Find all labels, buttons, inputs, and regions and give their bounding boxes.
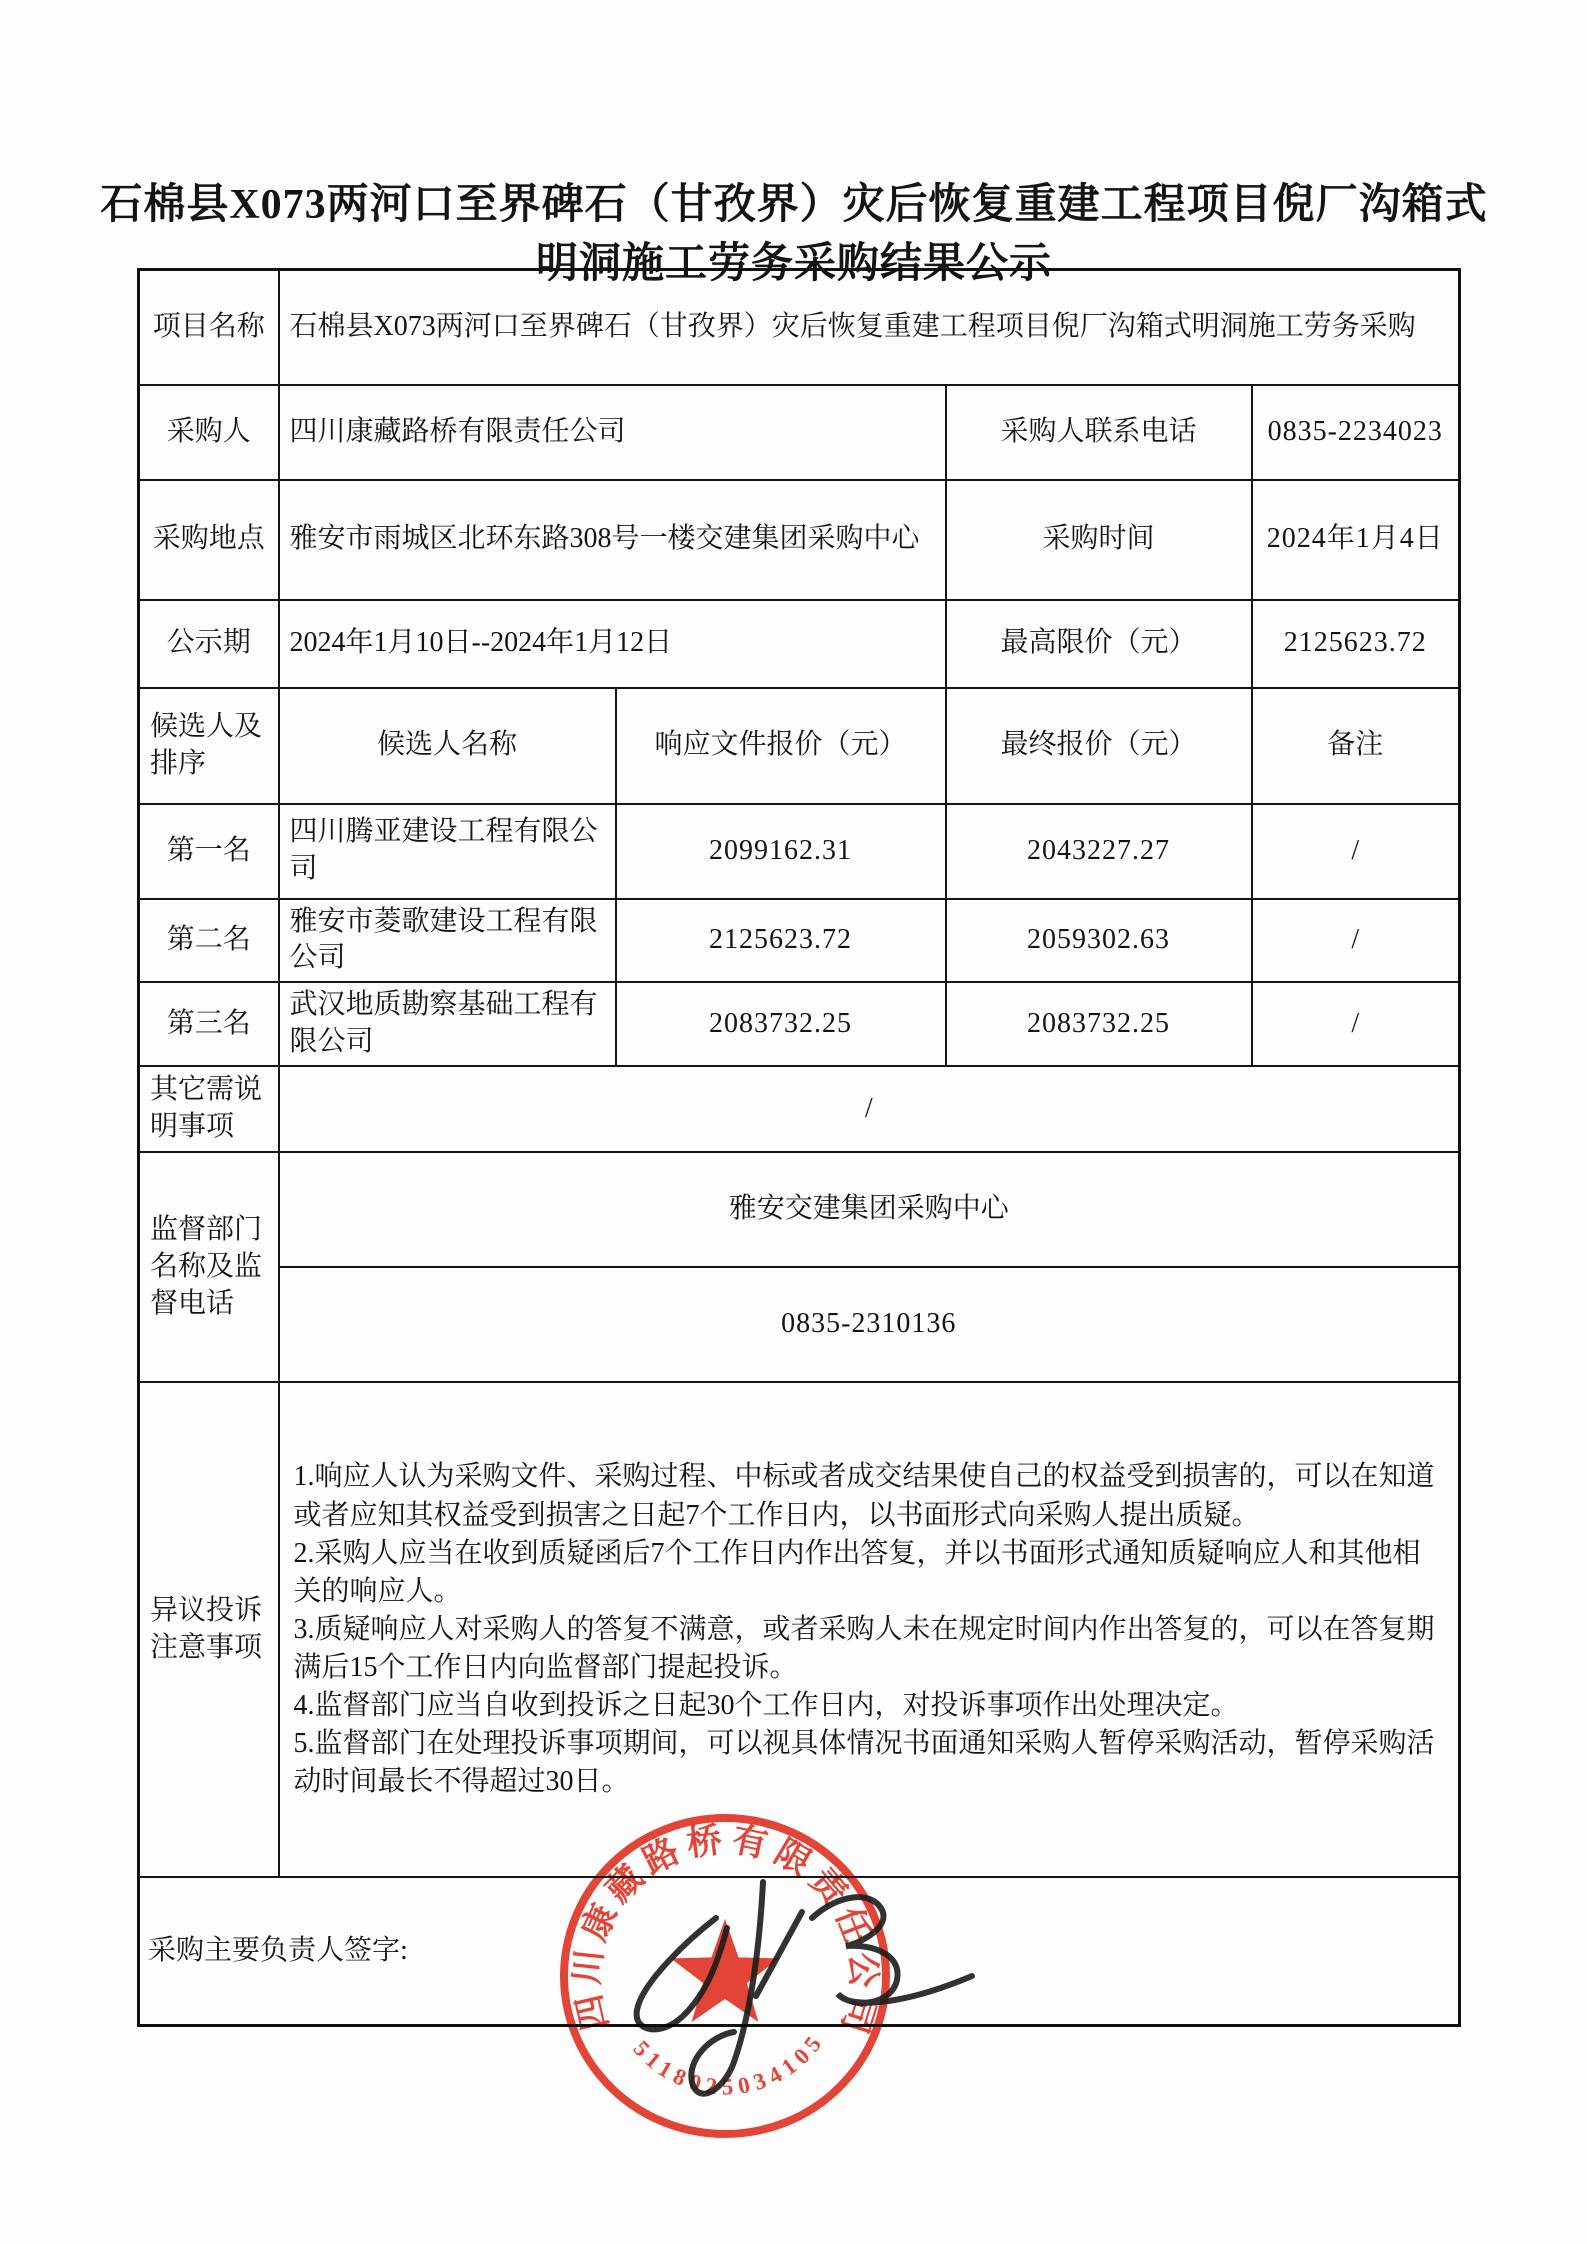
row-other-notes [139,1066,1460,1152]
row-supervision-dept [139,1152,1460,1267]
row-objection-notes [139,1382,1460,1877]
location-value: 雅安市雨城区北环东路308号一楼交建集团采购中心 [279,480,946,600]
candidate-1-doc-price: 2099162.31 [616,804,946,899]
candidate-1-final-price: 2043227.27 [946,804,1252,899]
candidate-3-name: 武汉地质勘察基础工程有限公司 [279,982,616,1066]
col-header-doc-price: 响应文件报价（元） [616,688,946,804]
col-header-remark: 备注 [1252,688,1460,804]
candidate-3-final-price: 2083732.25 [946,982,1252,1066]
project-name-value: 石棉县X073两河口至界碑石（甘孜界）灾后恢复重建工程项目倪厂沟箱式明洞施工劳务采购 [279,270,1460,385]
signature-line-label: 采购主要负责人签字: [139,1877,1460,2025]
rank-1: 第一名 [139,804,279,899]
document-title: 石棉县X073两河口至界碑石（甘孜界）灾后恢复重建工程项目倪厂沟箱式明洞施工劳务采购结果公示 [100,182,1488,287]
col-header-final-price: 最终报价（元） [946,688,1252,804]
row-publicity-period [139,600,1460,688]
candidate-row-3 [139,982,1460,1066]
candidate-1-name: 四川腾亚建设工程有限公司 [279,804,616,899]
candidates-section-label: 候选人及排序 [139,688,279,804]
rank-2: 第二名 [139,899,279,983]
supervision-phone-value: 0835-2310136 [279,1267,1460,1382]
candidate-2-doc-price: 2125623.72 [616,899,946,983]
seal-number-text: 5118025034105 [628,2027,830,2100]
supervision-label: 监督部门名称及监督电话 [139,1152,279,1382]
purchaser-phone-value: 0835-2234023 [1252,385,1460,480]
supervision-dept-value: 雅安交建集团采购中心 [279,1152,1460,1267]
row-purchaser [139,385,1460,480]
seal-company-text: 四川康藏路桥有限责任公司 [567,1819,884,2045]
project-name-label: 项目名称 [139,270,279,385]
objection-items [279,1382,1460,1877]
other-notes-value: / [279,1066,1460,1152]
publicity-value: 2024年1月10日--2024年1月12日 [279,600,946,688]
candidate-3-doc-price: 2083732.25 [616,982,946,1066]
time-label: 采购时间 [946,480,1252,600]
objection-item-5: 5.监督部门在处理投诉事项期间，可以视具体情况书面通知采购人暂停采购活动，暂停采购活动时间最长不得超过30日。 [293,1728,1435,1798]
objection-item-2: 2.采购人应当在收到质疑函后7个工作日内作出答复，并以书面形式通知质疑响应人和其他相关的响应人。 [293,1537,1421,1607]
purchaser-label: 采购人 [139,385,279,480]
location-label: 采购地点 [139,480,279,600]
row-project-name [139,270,1460,385]
procurement-result-table [137,268,1461,2027]
candidate-3-remark: / [1252,982,1460,1066]
purchaser-value: 四川康藏路桥有限责任公司 [279,385,946,480]
objection-item-3: 3.质疑响应人对采购人的答复不满意，或者采购人未在规定时间内作出答复的，可以在答复期满后15个工作日内向监督部门提起投诉。 [293,1613,1435,1683]
max-price-value: 2125623.72 [1252,600,1460,688]
candidate-1-remark: / [1252,804,1460,899]
purchaser-phone-label: 采购人联系电话 [946,385,1252,480]
rank-3: 第三名 [139,982,279,1066]
candidate-row-2 [139,899,1460,983]
row-location [139,480,1460,600]
publicity-label: 公示期 [139,600,279,688]
objection-label: 异议投诉注意事项 [139,1382,279,1877]
row-signature [139,1877,1460,2025]
col-header-name: 候选人名称 [279,688,616,804]
time-value: 2024年1月4日 [1252,480,1460,600]
candidate-row-1 [139,804,1460,899]
objection-item-1: 1.响应人认为采购文件、采购过程、中标或者成交结果使自己的权益受到损害的，可以在知道或者应知其权益受到损害之日起7个工作日内，以书面形式向采购人提出质疑。 [293,1461,1435,1531]
candidate-2-final-price: 2059302.63 [946,899,1252,983]
other-notes-label: 其它需说明事项 [139,1066,279,1152]
objection-item-4: 4.监督部门应当自收到投诉之日起30个工作日内，对投诉事项作出处理决定。 [293,1689,1239,1721]
max-price-label: 最高限价（元） [946,600,1252,688]
row-candidates-header [139,688,1460,804]
candidate-2-remark: / [1252,899,1460,983]
candidate-2-name: 雅安市菱歌建设工程有限公司 [279,899,616,983]
row-supervision-phone [139,1267,1460,1382]
